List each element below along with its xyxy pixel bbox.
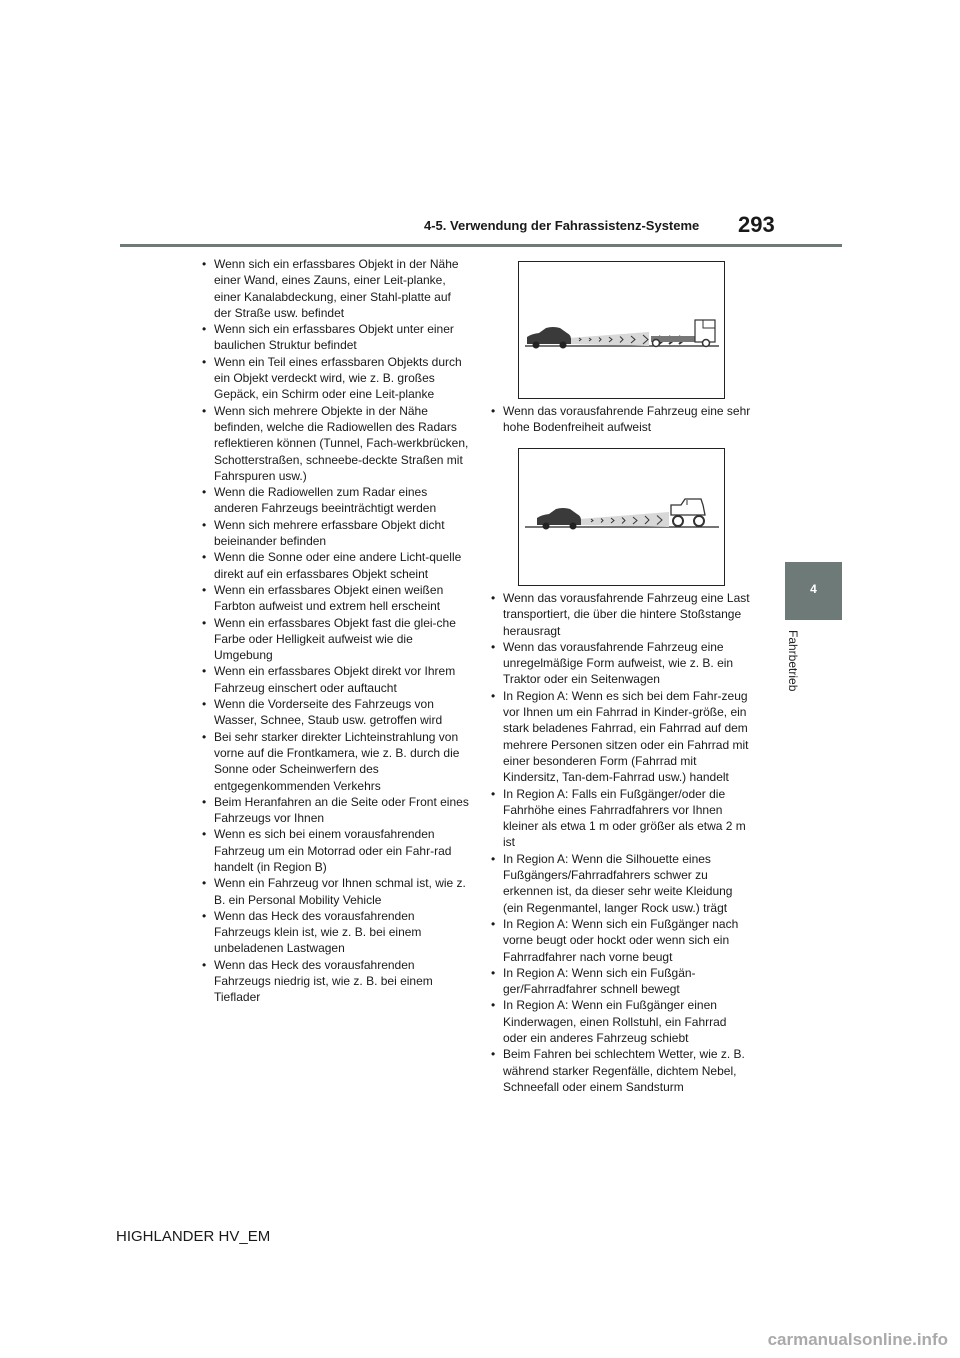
list-item: • Wenn sich ein erfassbares Objekt in der Nähe einer Wand, eines Zauns, einer Leit-planke, einer Kanalabdeckung, einer Stahl-platte auf der Straße usw. befindet [202,256,470,321]
list-item: • Wenn die Sonne oder eine andere Licht-quelle direkt auf ein erfassbares Objekt scheint [202,549,470,582]
list-item: • Beim Heranfahren an die Seite oder Front eines Fahrzeugs vor Ihnen [202,794,470,827]
header-divider [120,244,842,247]
list-item: • Wenn ein erfassbares Objekt fast die glei-che Farbe oder Helligkeit aufweist wie die Umgebung [202,615,470,664]
list-item: • Wenn ein erfassbares Objekt direkt vor Ihrem Fahrzeug einschert oder auftaucht [202,663,470,696]
list-item: • Wenn das Heck des vorausfahrenden Fahrzeugs niedrig ist, wie z. B. bei einem Tieflader [202,957,470,1006]
list-item: • Bei sehr starker direkter Lichteinstrahlung von vorne auf die Frontkamera, wie z. B. durch die Sonne oder Scheinwerfern des entgegenkommenden Verkehrs [202,729,470,794]
footer-model: HIGHLANDER HV_EM [116,1228,271,1245]
section-title: 4-5. Verwendung der Fahrassistenz-Systeme [424,218,700,233]
list-item: • In Region A: Wenn sich ein Fußgän-ger/Fahrradfahrer schnell bewegt [491,965,751,998]
chapter-label: Fahrbetrieb [786,630,800,692]
list-item: • Beim Fahren bei schlechtem Wetter, wie z. B. während starker Regenfälle, dichtem Nebel, Schneefall oder einem Sandsturm [491,1046,751,1095]
list-item: • Wenn das Heck des vorausfahrenden Fahrzeugs klein ist, wie z. B. bei einem unbeladenen Lastwagen [202,908,470,957]
list-item: • In Region A: Wenn die Silhouette eines Fußgängers/Fahrradfahrers schwer zu erkennen ist, da dieser sehr weite Kleidung (ein Regenmantel, langer Rock usw.) trägt [491,851,751,916]
list-item: • Wenn das vorausfahrende Fahrzeug eine unregelmäßige Form aufweist, wie z. B. ein Traktor oder ein Seitenwagen [491,639,751,688]
list-item: • Wenn sich mehrere erfassbare Objekt dicht beieinander befinden [202,517,470,550]
list-item: • Wenn das vorausfahrende Fahrzeug eine Last transportiert, die über die hintere Stoßstange herausragt [491,590,751,639]
list-item: • Wenn sich mehrere Objekte in der Nähe befinden, welche die Radiowellen des Radars reflektieren können (Tunnel, Fach-werkbrücken, Schotterstraßen, schneebe-deckte Straßen mit Fahrspuren usw.) [202,403,470,484]
figure-truck-overhang [518,261,725,399]
list-item: • Wenn ein Teil eines erfassbaren Objekts durch ein Objekt verdeckt wird, wie z. B. großes Gepäck, ein Schirm oder eine Leit-planke [202,354,470,403]
list-item: • Wenn ein erfassbares Objekt einen weißen Farbton aufweist und extrem hell erscheint [202,582,470,615]
list-item: • In Region A: Falls ein Fußgänger/oder die Fahrhöhe eines Fahrradfahrers vor Ihnen kleiner als etwa 1 m oder größer als etwa 2 m ist [491,786,751,851]
footer-watermark[interactable]: carmanualsonline.info [767,1330,948,1349]
list-item: • Wenn die Vorderseite des Fahrzeugs von Wasser, Schnee, Staub usw. getroffen wird [202,696,470,729]
chapter-tab[interactable]: 4 [785,562,842,620]
list-item: • Wenn die Radiowellen zum Radar eines anderen Fahrzeugs beeinträchtigt werden [202,484,470,517]
right-column-list-bottom [491,590,751,1095]
car-behind-high-clearance-vehicle-illustration [519,449,724,585]
list-item: • Wenn es sich bei einem vorausfahrenden Fahrzeug um ein Motorrad oder ein Fahr-rad handelt (in Region B) [202,826,470,875]
list-item: • In Region A: Wenn sich ein Fußgänger nach vorne beugt oder hockt oder wenn sich ein Fahrradfahrer nach vorne beugt [491,916,751,965]
list-item: • In Region A: Wenn es sich bei dem Fahr-zeug vor Ihnen um ein Fahrrad in Kinder-größe, ein stark beladenes Fahrrad, ein Fahrrad auf dem mehrere Personen sitzen oder ein Fahrrad mit einer besonderen Form (Fahrrad mit Kindersitz, Tan-dem-Fahrrad usw.) handelt [491,688,751,786]
list-item: • Wenn ein Fahrzeug vor Ihnen schmal ist, wie z. B. ein Personal Mobility Vehicle [202,875,470,908]
list-item: • Wenn das vorausfahrende Fahrzeug eine sehr hohe Bodenfreiheit aufweist [491,403,751,436]
left-column-list [202,256,470,1006]
list-item: • In Region A: Wenn ein Fußgänger einen Kinderwagen, einen Rollstuhl, ein Fahrrad oder ein anderes Fahrzeug schiebt [491,997,751,1046]
car-behind-truck-with-load-illustration [519,262,724,398]
right-column-list-top [491,403,751,436]
figure-high-clearance [518,448,725,586]
page-number: 293 [738,212,775,237]
list-item: • Wenn sich ein erfassbares Objekt unter einer baulichen Struktur befindet [202,321,470,354]
